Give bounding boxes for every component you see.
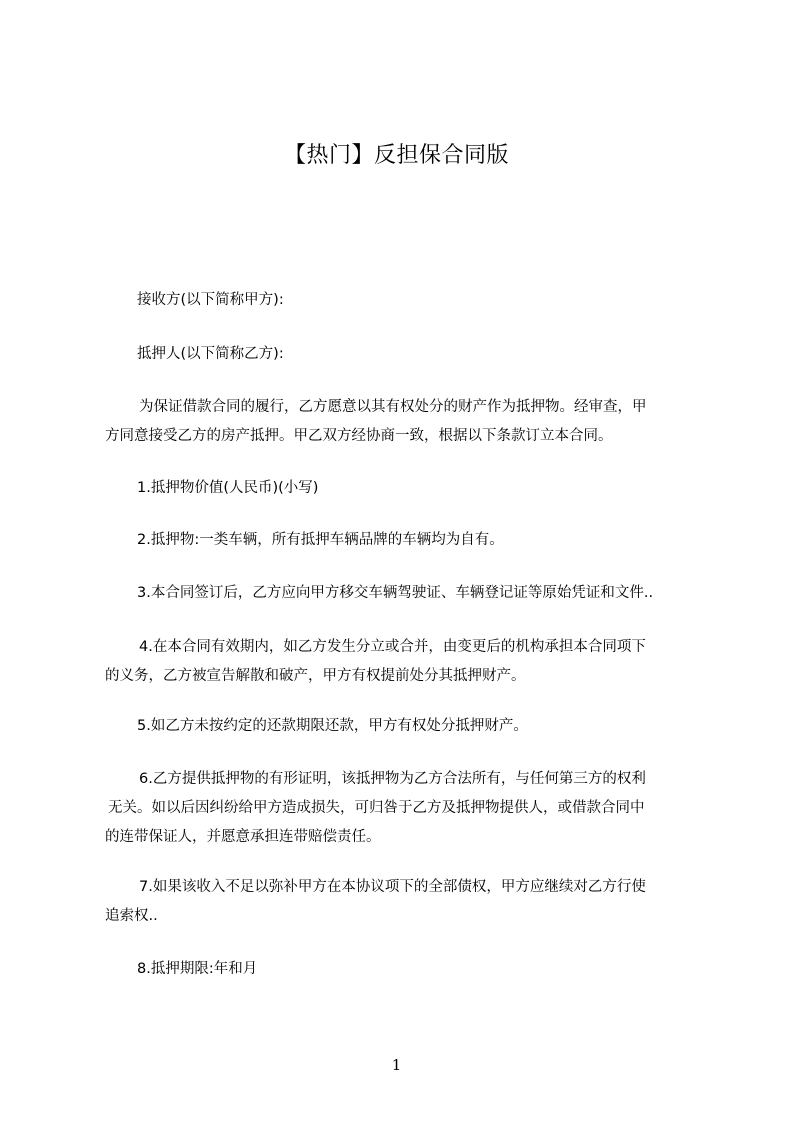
text-line: 1.抵押物价值(人民币)(小写) (137, 480, 319, 496)
text-line: 无关。如以后因纠纷给甲方造成损失，可归咎于乙方及抵押物提供人，或借款合同中 (108, 800, 645, 816)
party-a-line (105, 286, 737, 315)
text-line: 追索权.. (105, 908, 158, 924)
document-title: 【热门】反担保合同版 (283, 143, 509, 168)
clause-3 (105, 579, 737, 608)
text-line: 接收方(以下简称甲方): (137, 292, 284, 308)
page-number: 1 (391, 1056, 402, 1074)
clause-4 (105, 633, 705, 691)
clause-8 (105, 955, 737, 984)
text-line: 抵押人(以下简称乙方): (137, 346, 284, 362)
text-line: 的义务，乙方被宣告解散和破产，甲方有权提前处分其抵押财产。 (105, 668, 526, 684)
clause-2 (105, 526, 737, 555)
party-b-line (105, 340, 737, 369)
clause-5 (105, 712, 737, 741)
preamble-paragraph (105, 393, 705, 451)
clause-7 (105, 873, 705, 931)
text-line: 3.本合同签订后，乙方应向甲方移交车辆驾驶证、车辆登记证等原始凭证和文件.. (137, 585, 654, 601)
text-line: 7.如果该收入不足以弥补甲方在本协议项下的全部债权，甲方应继续对乙方行使 (139, 879, 646, 895)
text-line: 2.抵押物:一类车辆，所有抵押车辆品牌的车辆均为自有。 (137, 532, 504, 548)
clause-6 (105, 765, 705, 852)
text-line: 的连带保证人，并愿意承担连带赔偿责任。 (105, 829, 381, 845)
text-line: 6.乙方提供抵押物的有形证明，该抵押物为乙方合法所有，与任何第三方的权利 (139, 771, 646, 787)
text-line: 5.如乙方未按约定的还款期限还款，甲方有权处分抵押财产。 (137, 718, 528, 734)
clause-1 (105, 474, 737, 503)
text-line: 方同意接受乙方的房产抵押。甲乙双方经协商一致，根据以下条款订立本合同。 (105, 428, 613, 444)
text-line: 为保证借款合同的履行，乙方愿意以其有权处分的财产作为抵押物。经审查，甲 (139, 399, 647, 415)
text-line: 4.在本合同有效期内，如乙方发生分立或合并，由变更后的机构承担本合同项下 (139, 639, 646, 655)
text-line: 8.抵押期限:年和月 (137, 961, 258, 977)
